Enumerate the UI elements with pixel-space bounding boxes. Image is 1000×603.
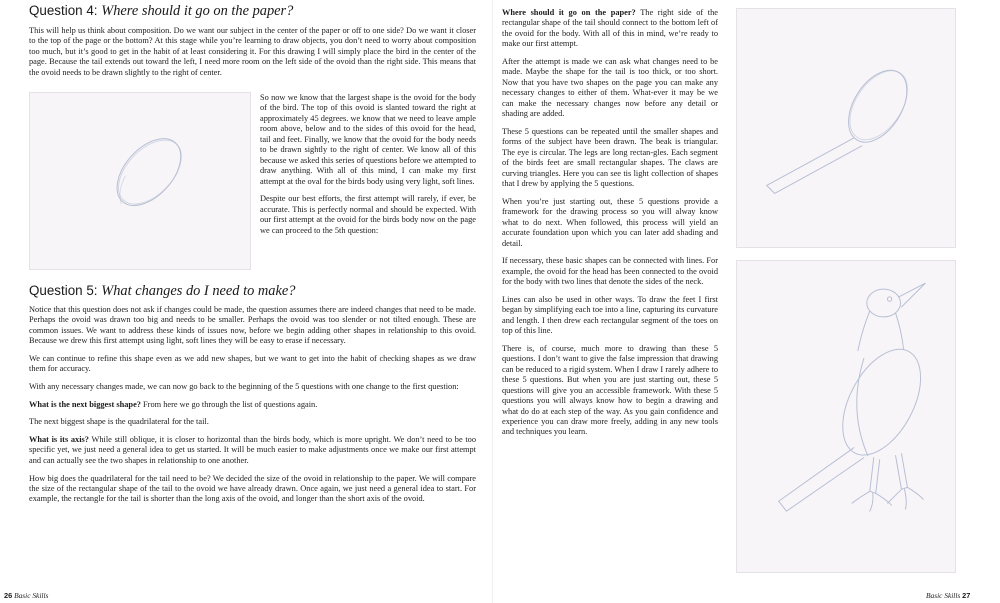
right-paragraph-4: When you’re just starting out, these 5 questions provide a framework for the drawing process so you will alway know what to do next. When followed, this process will yield an accurate foundation upon which you can later add shading and detail. (502, 196, 718, 248)
right-page (492, 0, 1000, 603)
question-4-label: Question 4: (29, 3, 98, 18)
body-ovoid-stroke (837, 60, 919, 152)
ovoid-drawing (30, 93, 250, 269)
tail-end (779, 501, 787, 511)
page-number-left: 26 (4, 591, 13, 600)
question-5-heading (29, 283, 295, 300)
bird-construction-drawing (737, 261, 955, 572)
question-5-title: What changes do I need to make? (101, 283, 296, 299)
left-folio (4, 591, 48, 600)
placement-text: The right side of the rectangular shape of the tail should connect to the bottom left of the ovoid for the body. With all of this in mind, we’re ready to make our first attempt. (502, 8, 718, 49)
q5-paragraph-6 (29, 435, 476, 466)
q5-paragraph-5: The next biggest shape is the quadrilateral for the tail. (29, 417, 209, 427)
column-paragraph-1: So now we know that the largest shape is the ovoid for the body of the bird. The top of this ovoid is slanted toward the right at approximately 45 degrees. we know that we need to leave ample room above, below and to the sides of this ovoid for the head, tail and feet. Finally, we know that the ovoid for the body needs to be drawn sightly to the right of center. We know all of this because we asked this series of questions before we attempted to draw anything. With all of this mind, I can make my first attempt at the oval for the birds body using very light, soft lines. (260, 93, 476, 186)
figure-bird-construction (736, 260, 956, 573)
tail-upper-edge (767, 138, 854, 186)
question-5-label: Question 5: (29, 283, 98, 298)
question-4-intro (29, 26, 476, 78)
body-ovoid (827, 336, 937, 467)
right-paragraph-6: Lines can also be used in other ways. To draw the feet I first began by simplifying each toe into a line, capturing its curvature and length. I then drew each rectangular segment of the toes on top of this line. (502, 294, 718, 336)
q5-paragraph-3: With any necessary changes made, we can now go back to the beginning of the 5 questions with one change to the first question: (29, 382, 459, 392)
q5-paragraph-2: We can continue to refine this shape even as we add new shapes, but we want to get into the habit of checking shapes as we draw them for accuracy. (29, 354, 476, 374)
foot-right (888, 487, 924, 509)
eye (887, 297, 891, 301)
question-5-body (29, 305, 476, 505)
neck-left (858, 311, 870, 351)
q5-paragraph-7: How big does the quadrilateral for the tail need to be? We decided the size of the ovoid in relationship to the paper. We will compare the size of the rectangular shape of the tail to the ovoid we have already drawn. Once again, we just need a general idea to start. For example, the rectangle for the tail is shorter than the long axis of the ovoid, and longer than the short axis of the ovoid. (29, 473, 476, 504)
ovoid-body-stroke-1 (105, 127, 193, 218)
leg-left (870, 458, 880, 494)
beak (899, 283, 926, 307)
right-column (502, 8, 718, 438)
figure-ovoid-sketch (29, 92, 251, 270)
neck-right (896, 313, 904, 349)
ovoid-tail-drawing (737, 9, 955, 247)
tail-upper (779, 448, 854, 502)
next-shape-lead: What is the next biggest shape? (29, 399, 141, 409)
right-paragraph-2: After the attempt is made we can ask what changes need to be made. Maybe the shape for the tail is too thick, or too short. Now that you have two shapes on the page you can make any necessary changes to either of them. What-ever it may be we can make the necessary changes now before any detail or shading are added. (502, 57, 718, 119)
foot-left (852, 491, 892, 511)
question-4-heading (29, 3, 293, 20)
question-4-column (260, 93, 476, 236)
placement-lead: Where should it go on the paper? (502, 8, 636, 17)
section-name-left: Basic Skills (14, 591, 49, 600)
leg-right (896, 454, 908, 490)
intro-paragraph: This will help us think about composition. Do we want our subject in the center of the paper or off to one side? Do we want it closer to the top of the page or the bottom? At this stage while you’re learning to draw objects, you don’t need to worry about composition too much, but it’s good to get in the habit of at least considering it. For this drawing I will simply place the bird in the center of the page. Because the tail extends out toward the left, I need more room on the left side of the ovoid than the right side. This means that the ovoid needs to be drawn slightly to the right of center. (29, 26, 476, 77)
tail-lower-edge (775, 146, 862, 194)
page-number-right: 27 (962, 591, 971, 600)
section-name-right: Basic Skills (926, 591, 961, 600)
axis-lead: What is its axis? (29, 435, 89, 445)
left-page (0, 0, 492, 603)
next-shape-text: From here we go through the list of questions again. (140, 399, 318, 409)
question-4-title: Where should it go on the paper? (101, 3, 294, 19)
right-paragraph-1 (502, 8, 718, 50)
figure-ovoid-tail-sketch (736, 8, 956, 248)
right-paragraph-7: There is, of course, much more to drawing than these 5 questions. I don’t want to give the false impression that drawing can be reduced to a rigid system. When I draw I rarely adhere to these 5 questions. But when you are just starting out, these 5 questions will give you an accessible framework. With these 5 questions you will always know how to begin a drawing and what do do at each step of the way. As you gain confidence and experience you can draw more freely, adding in any new tools and techniques you learn. (502, 343, 718, 437)
right-folio (926, 591, 970, 600)
column-paragraph-2: Despite our best efforts, the first attempt will rarely, if ever, be accurate. This is perfectly normal and should be expected. With our first attempt at the ovoid for the birds body now on the page we can proceed to the 5th question: (260, 194, 476, 235)
right-paragraph-5: If necessary, these basic shapes can be connected with lines. For example, the ovoid for the head has been connected to the ovoid for the body with two lines that denote the sides of the neck. (502, 256, 718, 287)
q5-paragraph-4 (29, 400, 476, 410)
q5-paragraph-1: Notice that this question does not ask if changes could be made, the question assumes there are indeed changes that need to be made. Perhaps the ovoid was drawn too big and needs to be smaller. Perhaps the ovoid was too slender or not tilted enough. These are common issues. We want to address these kinds of issues now, before we begin adding other shapes in relationship to this ovoid. Because we drew this first attempt using light, soft lines they will be easy to erase if necessary. (29, 305, 476, 346)
axis-text: While still oblique, it is closer to horizontal than the birds body, which is more upright. We don’t need to be too specific yet, we just need a general idea to get us started. It will be much easier to make adjustments once we make our first attempt and can actually see the two shapes in relationship to one another. (29, 435, 476, 465)
right-paragraph-3: These 5 questions can be repeated until the smaller shapes and forms of the subject have been drawn. The beak is triangular. The eye is circular. The legs are long rectan-gles. Each segment of the birds feet are small rectangular shapes. The claws are curving triangles. Here you can see tis light collection of shapes that I drew by applying the 5 questions. (502, 126, 718, 189)
tail-end (767, 185, 775, 193)
